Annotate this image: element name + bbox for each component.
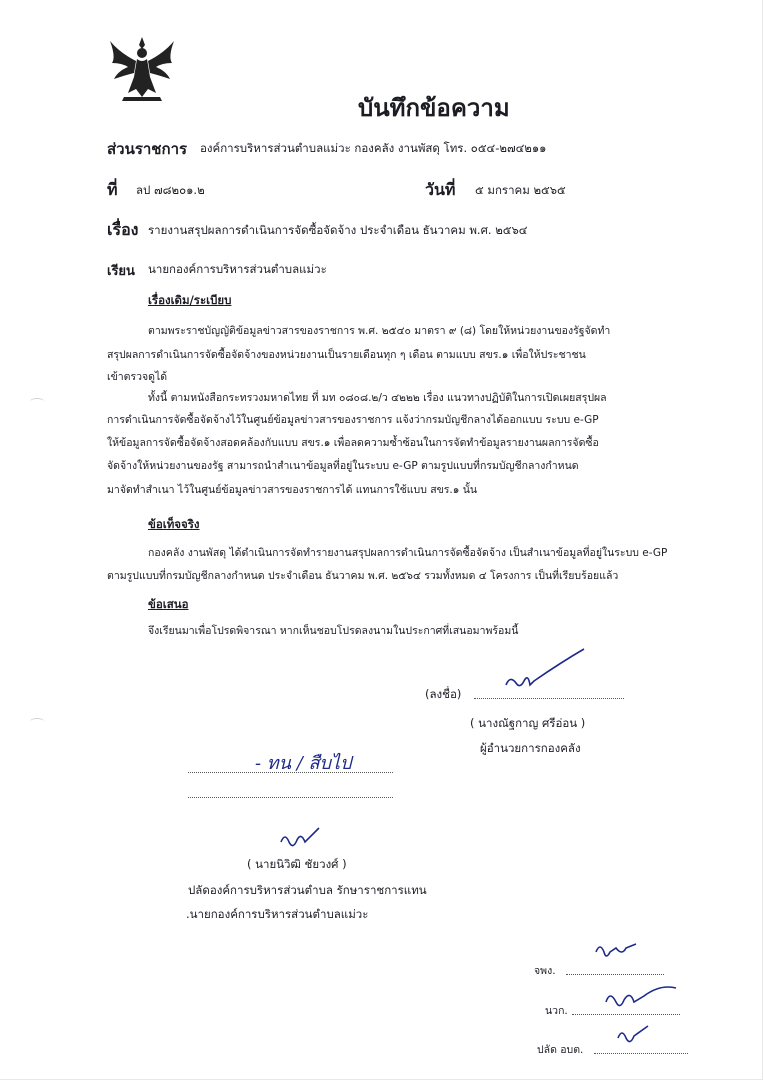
background-heading: เรื่องเดิม/ระเบียบ xyxy=(148,293,232,307)
subject-value: รายงานสรุปผลการดำเนินการจัดซื้อจัดจ้าง ประจำเดือน ธันวาคม พ.ศ. ๒๕๖๔ xyxy=(148,223,528,237)
facts-heading: ข้อเท็จจริง xyxy=(148,517,200,531)
body-line: กองคลัง งานพัสดุ ได้ดำเนินการจัดทำรายงานสรุปผลการดำเนินการจัดซื้อจัดจ้าง เป็นสำเนาข้อมูลที่อยู่ในระบบ e-GP xyxy=(148,547,668,559)
handwritten-note: - ทน / สืบไป xyxy=(255,753,352,774)
comment-line xyxy=(188,772,393,773)
agency-label: ส่วนราชการ xyxy=(107,140,188,158)
handwritten-initials xyxy=(614,1020,654,1050)
signer2-position: ปลัดองค์การบริหารส่วนตำบล รักษาราชการแทน xyxy=(188,883,427,897)
approval-line xyxy=(566,974,664,975)
body-line: ให้ข้อมูลการจัดซื้อจัดจ้างสอดคล้องกับแบบ สขร.๑ เพื่อลดความซ้ำซ้อนในการจัดทำข้อมูลรายงานผลการจัดซื้อ xyxy=(107,437,599,449)
signer2-position: .นายกองค์การบริหารส่วนตำบลแม่วะ xyxy=(186,907,369,921)
agency-value: องค์การบริหารส่วนตำบลแม่วะ กองคลัง งานพัสดุ โทร. ๐๕๔-๒๗๔๒๑๑ xyxy=(200,141,547,155)
comment-line xyxy=(188,797,393,798)
garuda-emblem xyxy=(106,33,178,105)
body-line: การดำเนินการจัดซื้อจัดจ้างไว้ในศูนย์ข้อมูลข่าวสารของราชการ แจ้งว่ากรมบัญชีกลางได้ออกแบบ ระบบ e-GP xyxy=(107,414,599,426)
approval-line xyxy=(572,1014,680,1015)
document-title: บันทึกข้อความ xyxy=(358,94,510,122)
handwritten-initials xyxy=(600,980,680,1014)
approval-line xyxy=(594,1053,688,1054)
handwritten-signature xyxy=(500,645,590,700)
subject-label: เรื่อง xyxy=(107,220,139,239)
body-line: ทั้งนี้ ตามหนังสือกระทรวงมหาดไทย ที่ มท ๐๘๐๘.๒/ว ๔๒๒๒ เรื่อง แนวทางปฏิบัติในการเปิดเผยสรุปผล xyxy=(148,392,607,404)
body-line: จัดจ้างให้หน่วยงานของรัฐ สามารถนำสำเนาข้อมูลที่อยู่ในระบบ e-GP ตามรูปแบบที่กรมบัญชีกลางกำหนด xyxy=(107,460,579,472)
body-line: เข้าตรวจดูได้ xyxy=(107,371,168,383)
signer-name: ( นางณัฐกาญ ศรีอ่อน ) xyxy=(470,716,586,730)
signer-position: ผู้อำนวยการกองคลัง xyxy=(480,741,581,755)
body-line: ตามรูปแบบที่กรมบัญชีกลางกำหนด ประจำเดือน ธันวาคม พ.ศ. ๒๕๖๔ รวมทั้งหมด ๔ โครงการ เป็นที่เรียบร้อยแล้ว xyxy=(107,570,619,582)
ref-value: ลป ๗๘๒๐๑.๒ xyxy=(136,183,205,197)
to-value: นายกองค์การบริหารส่วนตำบลแม่วะ xyxy=(148,262,327,276)
ref-label: ที่ xyxy=(107,180,118,199)
signer2-name: ( นายนิวิฒิ ชัยวงศ์ ) xyxy=(247,857,347,871)
handwritten-signature xyxy=(275,820,325,855)
body-line: ตามพระราชบัญญัติข้อมูลข่าวสารของราชการ พ.ศ. ๒๕๔๐ มาตรา ๙ (๘) โดยให้หน่วยงานของรัฐจัดทำ xyxy=(148,325,611,337)
approval-label-1: จพง. xyxy=(534,965,556,977)
handwritten-initials xyxy=(592,938,642,970)
date-label: วันที่ xyxy=(425,180,456,199)
body-line: สรุปผลการดำเนินการจัดซื้อจัดจ้างของหน่วยงานเป็นรายเดือนทุก ๆ เดือน ตามแบบ สขร.๑ เพื่อให้ประชาชน xyxy=(107,349,586,361)
date-value: ๕ มกราคม ๒๕๖๕ xyxy=(475,183,566,197)
body-line: มาจัดทำสำเนา ไว้ในศูนย์ข้อมูลข่าวสารของราชการได้ แทนการใช้แบบ สขร.๑ นั้น xyxy=(107,484,478,496)
binding-hole-mark xyxy=(30,398,44,405)
approval-label-3: ปลัด อบต. xyxy=(537,1044,584,1056)
binding-hole-mark xyxy=(30,718,44,725)
to-label: เรียน xyxy=(107,264,135,279)
proposal-heading: ข้อเสนอ xyxy=(148,597,189,611)
sign-label: (ลงชื่อ) xyxy=(425,687,462,701)
approval-label-2: นวก. xyxy=(545,1005,568,1017)
body-line: จึงเรียนมาเพื่อโปรดพิจารณา หากเห็นชอบโปรดลงนามในประกาศที่เสนอมาพร้อมนี้ xyxy=(148,625,519,637)
